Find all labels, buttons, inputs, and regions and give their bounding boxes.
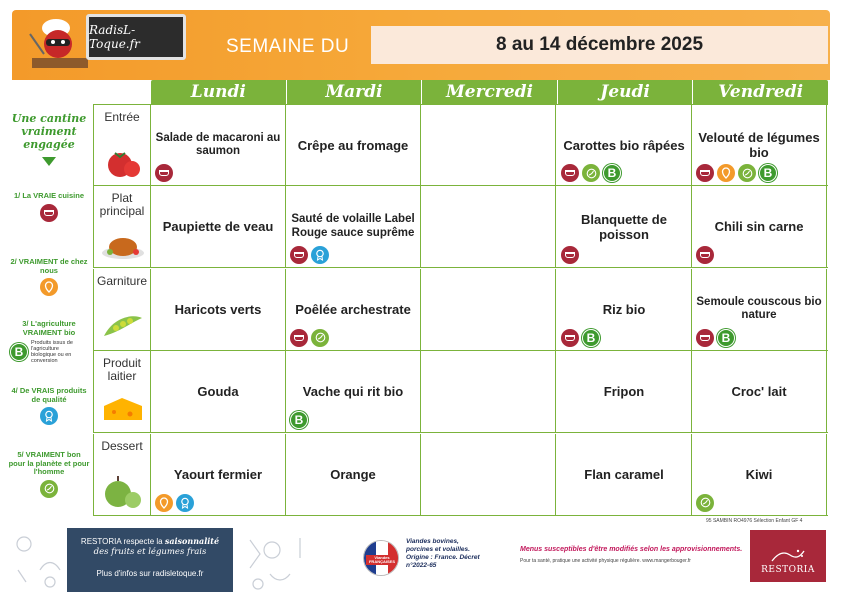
cooking-pot-icon xyxy=(696,246,714,264)
dish-badges xyxy=(696,494,714,512)
day-jeudi: Jeudi xyxy=(558,80,694,104)
dish-cell xyxy=(286,434,421,515)
day-mercredi: Mercredi xyxy=(422,80,558,104)
course-label-cell xyxy=(93,434,151,515)
days-header xyxy=(151,80,828,104)
dish-badges xyxy=(290,246,329,264)
course-label: Garniture xyxy=(96,273,148,288)
day-lundi: Lundi xyxy=(151,80,287,104)
dish-badges xyxy=(155,164,173,182)
quality-label-icon xyxy=(176,494,194,512)
planet-leaf-icon xyxy=(696,494,714,512)
dish-name: Salade de macaroni au saumon xyxy=(155,131,281,157)
dish-name: Gouda xyxy=(197,384,239,400)
dish-name: Croc' lait xyxy=(731,384,787,400)
legend-title: Une cantine vraiment engagée xyxy=(11,112,87,151)
cooking-pot-icon xyxy=(155,164,173,182)
cooking-pot-icon xyxy=(40,204,58,222)
more-info-link[interactable]: Plus d'infos sur radisletoque.fr xyxy=(96,569,204,578)
health-note: Pour ta santé, pratique une activité physique régulière. www.mangerbouger.fr xyxy=(520,558,691,564)
seasonality-banner: RESTORIA respecte la saisonnalité des fruits et légumes frais Plus d'infos sur radisletoque.fr xyxy=(67,528,233,592)
dish-badges xyxy=(561,246,579,264)
dish-name: Poêlée archestrate xyxy=(295,301,411,317)
dish-cell xyxy=(151,105,286,185)
day-mardi: Mardi xyxy=(287,80,423,104)
dish-name: Semoule couscous bio nature xyxy=(696,295,822,322)
bio-b-icon: B xyxy=(582,329,600,347)
course-label: Plat principal xyxy=(99,191,145,219)
dish-name: Carottes bio râpées xyxy=(563,137,685,153)
dish-cell xyxy=(421,351,556,432)
legend-item-bio: 3/ L'agriculture VRAIMENT bio B Produits issus de l'agriculture biologique ou en conversion xyxy=(8,320,90,364)
day-vendredi: Vendredi xyxy=(718,82,804,102)
menu-reference: 95 SAMBIN RO4976 Sélection Enfant GF 4 xyxy=(706,518,803,524)
restoria-logo: RESTORIA xyxy=(750,530,826,582)
restoria-emblem-icon xyxy=(768,547,808,565)
dish-name: Flan caramel xyxy=(584,466,664,482)
cooking-pot-icon xyxy=(561,164,579,182)
dish-cell xyxy=(286,186,421,267)
dish-name: Paupiette de veau xyxy=(162,219,274,235)
dish-badges xyxy=(696,329,735,347)
cooking-pot-icon xyxy=(696,164,714,182)
dish-name: Chili sin carne xyxy=(714,219,804,235)
cooking-pot-icon xyxy=(290,246,308,264)
dish-cell xyxy=(692,269,827,350)
dish-cell xyxy=(692,186,827,267)
dish-cell xyxy=(692,351,827,432)
course-label-cell xyxy=(93,105,151,185)
dish-name: Vache qui rit bio xyxy=(302,384,404,400)
dish-name: Riz bio xyxy=(602,301,646,317)
local-pin-icon xyxy=(40,278,58,296)
cooking-pot-icon xyxy=(561,329,579,347)
dish-badges xyxy=(290,411,308,429)
legend-item-cuisine: 1/ La VRAIE cuisine xyxy=(8,192,90,222)
dish-cell xyxy=(421,434,556,515)
menu-grid xyxy=(93,104,828,516)
down-arrow-icon xyxy=(42,157,56,166)
dish-cell xyxy=(692,105,827,185)
legend-item-quality: 4/ De VRAIS produits de qualité xyxy=(8,387,90,425)
quality-label-icon xyxy=(40,407,58,425)
dish-name: Velouté de légumes bio xyxy=(698,130,820,160)
apple-icon xyxy=(100,473,146,509)
cooking-pot-icon xyxy=(290,329,308,347)
dish-cell xyxy=(557,105,692,185)
planet-leaf-icon xyxy=(738,164,756,182)
course-label-cell xyxy=(93,186,151,267)
menu-row xyxy=(93,351,828,433)
local-pin-icon xyxy=(717,164,735,182)
dish-name: Kiwi xyxy=(745,466,773,482)
week-date-range: 8 au 14 décembre 2025 xyxy=(371,26,828,64)
dish-badges xyxy=(155,494,194,512)
cooking-pot-icon xyxy=(561,246,579,264)
legend-item-planet: 5/ VRAIMENT bon pour la planète et pour l'homme xyxy=(8,451,90,498)
menu-row xyxy=(93,104,828,186)
dish-badges xyxy=(696,246,714,264)
dish-name: Crêpe au fromage xyxy=(297,137,409,153)
course-label: Produit laitier xyxy=(102,356,142,384)
dish-cell xyxy=(151,434,286,515)
dish-badges xyxy=(696,164,777,182)
cooking-pot-icon xyxy=(696,329,714,347)
dish-cell xyxy=(421,186,556,267)
dish-cell xyxy=(692,434,827,515)
course-label-cell xyxy=(93,269,151,350)
dish-cell xyxy=(151,351,286,432)
bio-b-icon: B xyxy=(290,411,308,429)
dish-badges xyxy=(290,329,329,347)
legend-item-local: 2/ VRAIMENT de chez nous xyxy=(8,258,90,296)
menu-row xyxy=(93,186,828,268)
dish-cell xyxy=(421,269,556,350)
dish-badges xyxy=(561,164,621,182)
dish-cell xyxy=(286,269,421,350)
dish-cell xyxy=(286,351,421,432)
dish-name: Orange xyxy=(330,466,376,482)
dish-cell xyxy=(286,105,421,185)
bio-b-icon: B xyxy=(10,343,28,361)
dish-name: Sauté de volaille Label Rouge sauce suprême xyxy=(291,213,415,239)
dish-name: Yaourt fermier xyxy=(173,466,263,482)
bio-b-icon: B xyxy=(759,164,777,182)
planet-leaf-icon xyxy=(40,480,58,498)
menu-row xyxy=(93,434,828,516)
course-label-cell xyxy=(93,351,151,432)
menu-change-note: Menus susceptibles d'être modifiés selon les approvisionnements. xyxy=(520,546,743,553)
dish-name: Haricots verts xyxy=(174,301,262,317)
dish-cell xyxy=(557,269,692,350)
peas-pod-icon xyxy=(100,308,146,344)
bio-b-icon: B xyxy=(717,329,735,347)
quality-label-icon xyxy=(311,246,329,264)
bio-b-icon: B xyxy=(603,164,621,182)
local-pin-icon xyxy=(155,494,173,512)
dish-name: Blanquette de poisson xyxy=(581,211,667,242)
roast-chicken-icon xyxy=(100,225,146,261)
chef-mascot-icon xyxy=(26,14,92,76)
dish-cell xyxy=(557,434,692,515)
dish-cell xyxy=(557,186,692,267)
planet-leaf-icon xyxy=(311,329,329,347)
origin-statement: Viandes bovines, porcines et volailles. Origine : France. Décret n°2022-65 xyxy=(406,538,480,569)
engagement-legend xyxy=(8,112,90,166)
planet-leaf-icon xyxy=(582,164,600,182)
dish-cell xyxy=(151,269,286,350)
week-label: SEMAINE DU xyxy=(226,36,350,57)
course-label: Dessert xyxy=(101,438,143,453)
dish-badges xyxy=(561,329,600,347)
tomato-icon xyxy=(100,143,146,179)
viandes-francaises-logo: Viandes FRANÇAISES xyxy=(363,540,399,576)
course-label: Entrée xyxy=(104,110,140,124)
cheese-icon xyxy=(100,390,146,426)
site-logo-blackboard: RadisL-Toque.fr xyxy=(86,14,186,60)
dish-name: Fripon xyxy=(603,384,645,400)
dish-cell xyxy=(151,186,286,267)
dish-cell xyxy=(557,351,692,432)
dish-cell xyxy=(421,105,556,185)
menu-row xyxy=(93,269,828,351)
